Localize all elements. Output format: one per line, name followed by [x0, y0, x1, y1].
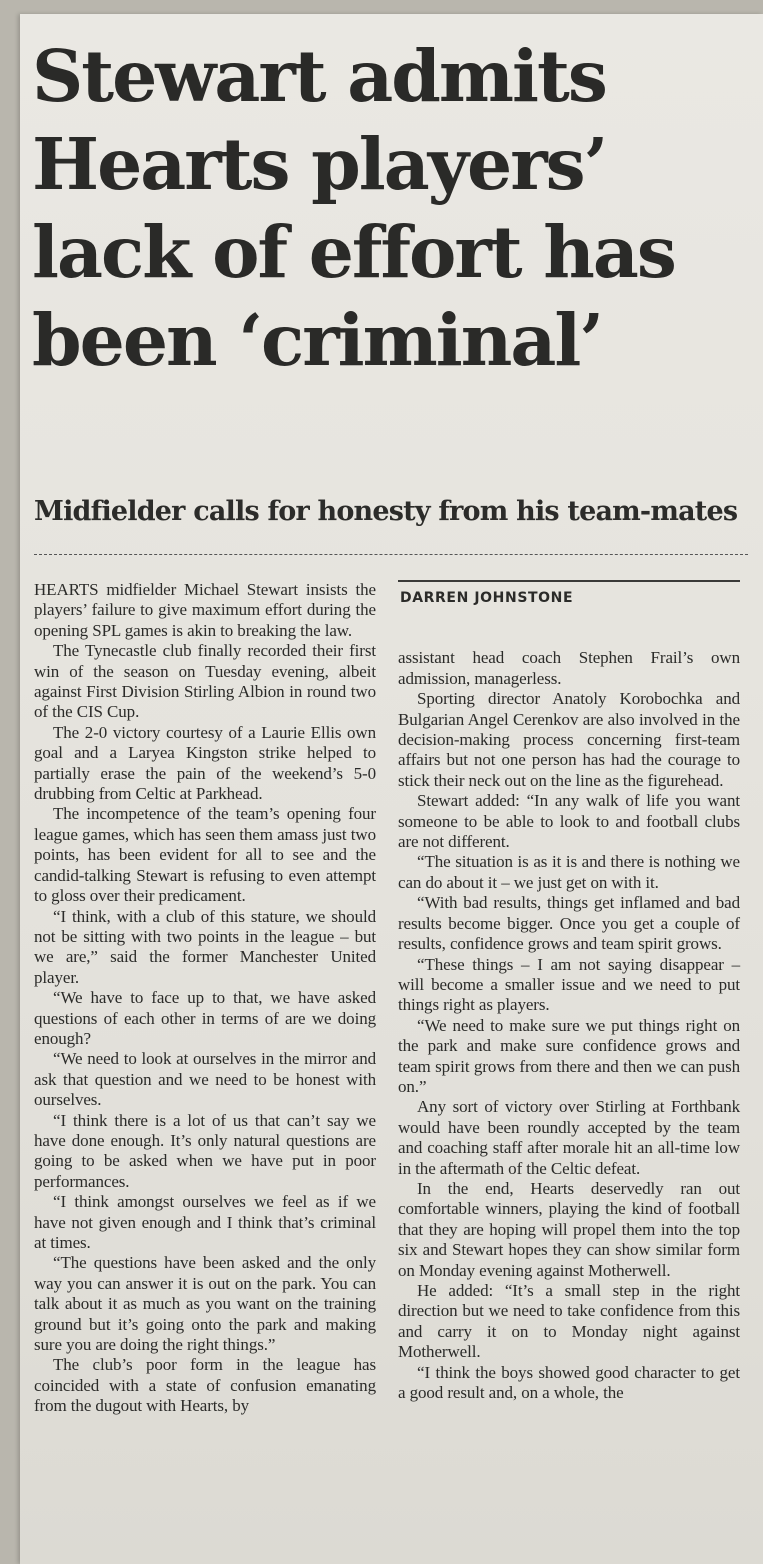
paragraph: In the end, Hearts deservedly ran out comfortable winners, playing the kind of football that they are hoping will propel them into the top six and Stewart hopes they can show similar form on Monday evening against Motherwell. — [398, 1178, 740, 1280]
paragraph: Stewart added: “In any walk of life you want someone to be able to look to and football clubs are not different. — [398, 791, 740, 852]
dashed-divider — [34, 554, 748, 555]
paragraph: “I think amongst ourselves we feel as if we have not given enough and I think that’s criminal at times. — [34, 1192, 376, 1252]
paragraph: “I think there is a lot of us that can’t say we have done enough. It’s only natural questions are going to be asked when we have put in poor performances. — [34, 1110, 376, 1191]
paragraph: “We have to face up to that, we have asked questions of each other in terms of are we doing enough? — [34, 988, 376, 1048]
paragraph: “The situation is as it is and there is nothing we can do about it – we just get on with it. — [398, 852, 740, 892]
paragraph: “We need to look at ourselves in the mirror and ask that question and we need to be honest with ourselves. — [34, 1049, 376, 1110]
paragraph: “I think, with a club of this stature, we should not be sitting with two points in the league – but we are,” said the former Manchester United player. — [34, 906, 376, 987]
article-column-left — [34, 580, 376, 1417]
paragraph: He added: “It’s a small step in the right direction but we need to take confidence from this and carry it on to Monday night against Motherwell. — [398, 1281, 740, 1362]
paragraph: “The questions have been asked and the only way you can answer it is out on the park. You can talk about it as much as you want on the training ground but it’s going onto the park and making sure you are doing the right things.” — [34, 1253, 376, 1355]
paragraph: “With bad results, things get inflamed and bad results become bigger. Once you get a couple of results, confidence grows and team spirit grows. — [398, 893, 740, 954]
paragraph: The incompetence of the team’s opening four league games, which has seen them amass just two points, has been evident for all to see and the candid-talking Stewart is refusing to even attempt to gloss over their predicament. — [34, 804, 376, 906]
headline — [32, 32, 757, 384]
subheadline: Midfielder calls for honesty from his team-mates — [34, 496, 738, 527]
paragraph: HEARTS midfielder Michael Stewart insists the players’ failure to give maximum effort during the opening SPL games is akin to breaking the law. — [34, 580, 376, 640]
headline-line-3: lack of effort has — [32, 210, 675, 294]
paragraph: The club’s poor form in the league has coincided with a state of confusion emanating from the dugout with Hearts, by — [34, 1355, 376, 1416]
paragraph: “I think the boys showed good character to get a good result and, on a whole, the — [398, 1362, 740, 1403]
byline-rule — [398, 580, 740, 582]
paragraph: The 2-0 victory courtesy of a Laurie Ellis own goal and a Laryea Kingston strike helped to partially erase the pain of the weekend’s 5-0 drubbing from Celtic at Parkhead. — [34, 722, 376, 804]
paragraph: “We need to make sure we put things right on the park and make sure confidence grows and team spirit grows from there and then we can push on.” — [398, 1015, 740, 1096]
byline: DARREN JOHNSTONE — [400, 590, 574, 606]
byline-spacer — [398, 614, 740, 648]
headline-line-1: Stewart admits — [32, 34, 606, 118]
headline-line-2: Hearts players’ — [32, 122, 607, 206]
paragraph: assistant head coach Stephen Frail’s own admission, managerless. — [398, 648, 740, 688]
paragraph: Sporting director Anatoly Korobochka and Bulgarian Angel Cerenkov are also involved in the decision-making process concerning first-team affairs but not one person has had the courage to stick their neck out on the line as the figurehead. — [398, 689, 740, 790]
paragraph: Any sort of victory over Stirling at Forthbank would have been roundly accepted by the team and coaching staff after morale hit an all-time low in the aftermath of the Celtic defeat. — [398, 1097, 740, 1178]
article-column-right — [398, 580, 740, 1403]
headline-line-4: been ‘criminal’ — [32, 298, 603, 382]
paragraph: The Tynecastle club finally recorded their first win of the season on Tuesday evening, albeit against First Division Stirling Albion in round two of the CIS Cup. — [34, 641, 376, 722]
paragraph: “These things – I am not saying disappear – will become a smaller issue and we need to put things right as players. — [398, 954, 740, 1015]
newspaper-clipping — [20, 14, 763, 1564]
